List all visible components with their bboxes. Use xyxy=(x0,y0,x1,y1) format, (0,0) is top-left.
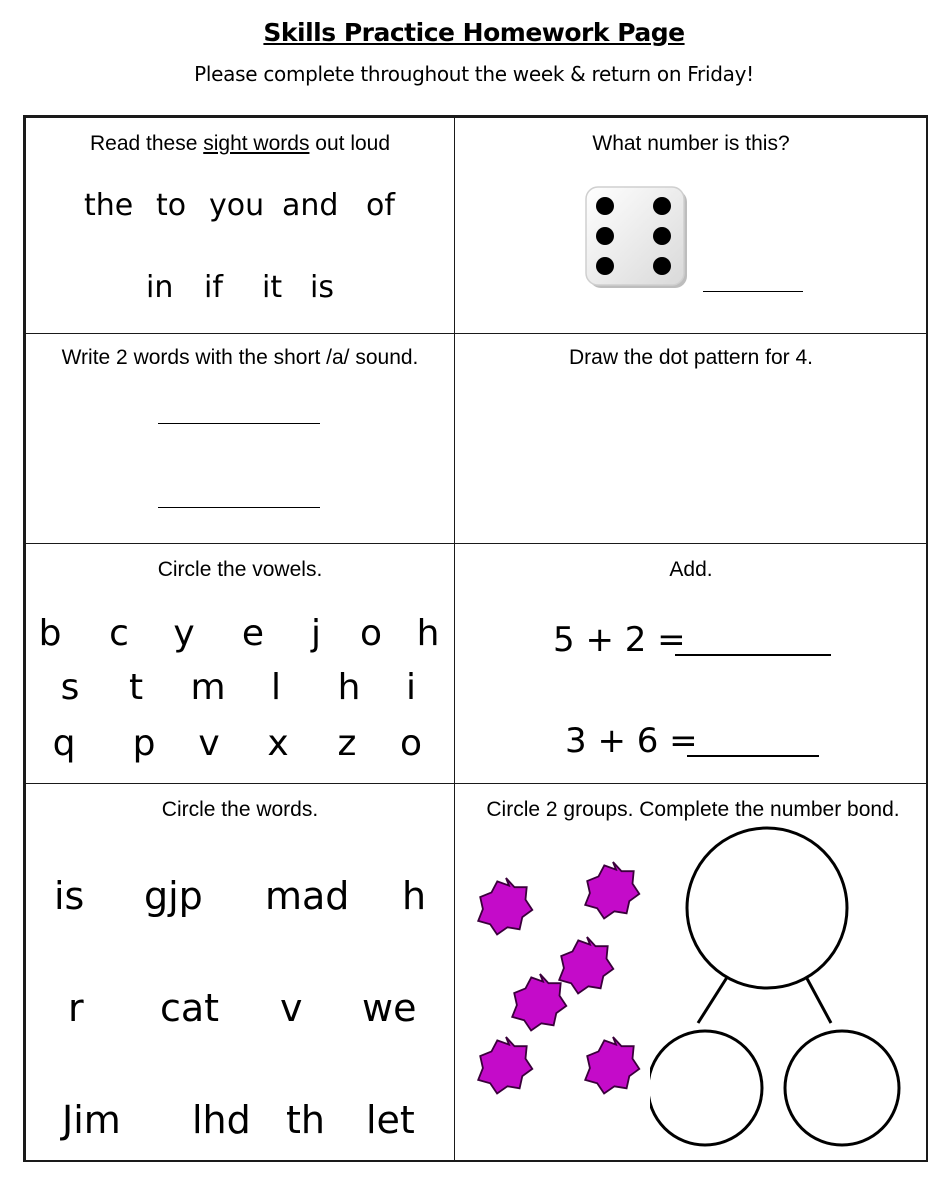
star-shape xyxy=(585,1037,639,1094)
number-bond-heading: Circle 2 groups. Complete the number bond. xyxy=(486,798,900,821)
star-icon[interactable] xyxy=(478,1037,532,1094)
page-subtitle: Please complete throughout the week & return on Friday! xyxy=(194,62,754,86)
letter[interactable]: x xyxy=(267,723,289,764)
sight-word: if xyxy=(204,270,223,305)
heading-text: out loud xyxy=(315,132,391,155)
letter[interactable]: h xyxy=(416,613,440,654)
letter[interactable]: m xyxy=(190,667,226,708)
word[interactable]: let xyxy=(366,1098,415,1142)
star-icon[interactable] xyxy=(559,937,613,994)
add-heading: Add. xyxy=(669,558,713,581)
letter[interactable]: t xyxy=(128,667,144,708)
word[interactable]: Jim xyxy=(62,1098,121,1142)
sight-words-heading xyxy=(26,130,454,157)
answer-line[interactable] xyxy=(675,654,831,656)
word[interactable]: lhd xyxy=(192,1098,251,1142)
cell-short-a xyxy=(25,333,455,544)
number-bond-diagram xyxy=(650,820,920,1160)
star-icon[interactable] xyxy=(585,862,639,919)
sight-word: it xyxy=(262,270,283,305)
letter[interactable]: b xyxy=(38,613,62,654)
die-six-icon xyxy=(585,186,691,292)
letter[interactable]: y xyxy=(173,613,195,654)
answer-line[interactable] xyxy=(703,291,803,292)
letter[interactable]: l xyxy=(270,667,281,708)
letter[interactable]: z xyxy=(337,723,357,764)
cell-words xyxy=(25,783,455,1162)
word[interactable]: mad xyxy=(265,874,350,918)
star-shape xyxy=(585,862,639,919)
heading-underlined-text: sight words xyxy=(203,132,310,155)
star-shape xyxy=(559,937,613,994)
cell-number-bond xyxy=(454,783,928,1162)
sight-word: is xyxy=(310,270,334,305)
cell-dot-pattern[interactable] xyxy=(454,333,928,544)
dot-pattern-heading: Draw the dot pattern for 4. xyxy=(569,346,813,369)
letter[interactable]: s xyxy=(60,667,80,708)
star-icon[interactable] xyxy=(585,1037,639,1094)
answer-line[interactable] xyxy=(687,755,819,757)
word[interactable]: r xyxy=(68,986,84,1030)
answer-line[interactable] xyxy=(158,507,320,508)
letter[interactable]: p xyxy=(132,723,156,764)
letter[interactable]: h xyxy=(337,667,361,708)
equation: 3 + 6 = xyxy=(565,721,698,761)
cell-vowels xyxy=(25,543,455,784)
letter[interactable]: c xyxy=(109,613,129,654)
heading-text: Read these xyxy=(89,132,198,155)
bond-part-circle[interactable] xyxy=(650,1031,762,1145)
answer-line[interactable] xyxy=(158,423,320,424)
word[interactable]: v xyxy=(280,986,303,1030)
word[interactable]: gjp xyxy=(144,874,203,918)
star-shape xyxy=(512,974,566,1031)
equation: 5 + 2 = xyxy=(553,620,686,660)
page-title: Skills Practice Homework Page xyxy=(263,18,685,47)
star-shape xyxy=(478,878,532,935)
letter[interactable]: e xyxy=(241,613,265,654)
cell-what-number xyxy=(454,117,928,334)
star-icon[interactable] xyxy=(478,878,532,935)
sight-word: and xyxy=(282,188,339,223)
bond-part-circle[interactable] xyxy=(785,1031,899,1145)
sight-word: you xyxy=(209,188,265,223)
letter[interactable]: q xyxy=(52,723,76,764)
sight-word: the xyxy=(84,188,134,223)
letter[interactable]: j xyxy=(310,613,321,654)
star-icon[interactable] xyxy=(512,974,566,1031)
bond-whole-circle[interactable] xyxy=(687,828,847,988)
words-heading: Circle the words. xyxy=(161,798,319,821)
cell-add xyxy=(454,543,928,784)
stars-group xyxy=(455,784,655,1163)
what-number-heading: What number is this? xyxy=(592,132,790,155)
letter[interactable]: v xyxy=(198,723,220,764)
letter[interactable]: o xyxy=(399,723,423,764)
sight-word: in xyxy=(146,270,174,305)
word[interactable]: is xyxy=(54,874,85,918)
sight-word: to xyxy=(156,188,187,223)
word[interactable]: th xyxy=(286,1098,325,1142)
word[interactable]: cat xyxy=(160,986,220,1030)
sight-word: of xyxy=(366,188,395,223)
star-shape xyxy=(478,1037,532,1094)
worksheet-grid xyxy=(23,115,928,1162)
vowels-heading: Circle the vowels. xyxy=(157,558,323,581)
cell-sight-words xyxy=(25,117,455,334)
word[interactable]: h xyxy=(402,874,427,918)
letter[interactable]: o xyxy=(359,613,383,654)
letter[interactable]: i xyxy=(405,667,416,708)
short-a-heading: Write 2 words with the short /a/ sound. xyxy=(61,346,419,369)
word[interactable]: we xyxy=(362,986,417,1030)
